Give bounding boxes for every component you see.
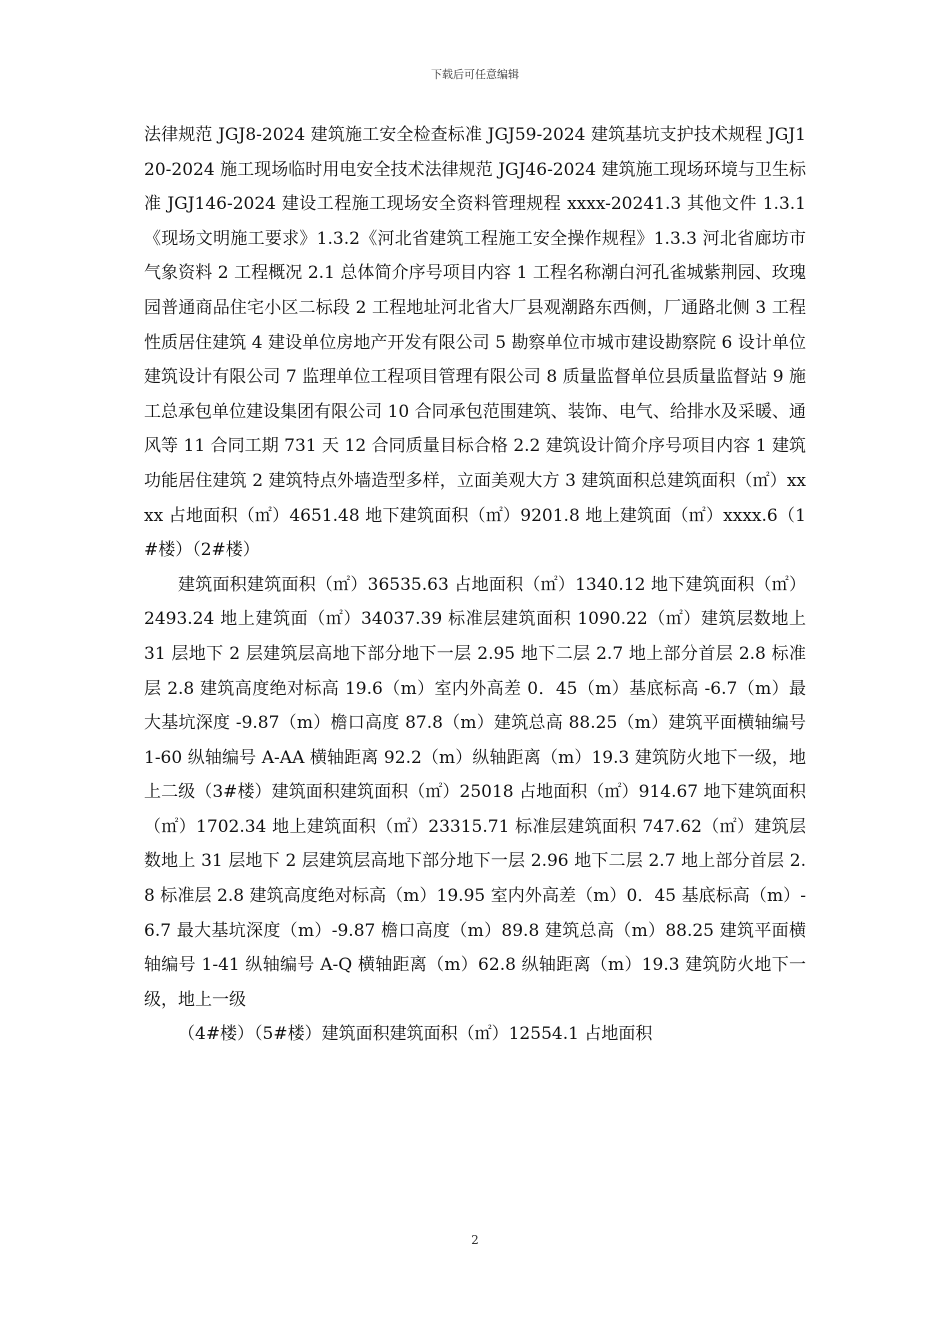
page-number: 2 (471, 1233, 479, 1247)
page-header: 下载后可任意编辑 (431, 68, 519, 81)
body-paragraph: 建筑面积建筑面积（㎡）36535.63 占地面积（㎡）1340.12 地下建筑面积（㎡）2493.24 地上建筑面（㎡）34037.39 标准层建筑面积 1090.22（㎡）建筑层数地上 31 层地下 2 层建筑层高地下部分地下一层 2.95 地下二层 2.7 地上部分首层 2.8 标准层 2.8 建筑高度绝对标高 19.6（m）室内外高差 0．45（m）基底标高 -6.7（m）最大基坑深度 -9.87（m）檐口高度 87.8（m）建筑总高 88.25（m）建筑平面横轴编号 1-60 纵轴编号 A-AA 横轴距离 92.2（m）纵轴距离（m）19.3 建筑防火地下一级，地上二级（3#楼）建筑面积建筑面积（㎡）25018 占地面积（㎡）914.67 地下建筑面积（㎡）1702.34 地上建筑面积（㎡）23315.71 标准层建筑面积 747.62（㎡）建筑层数地上 31 层地下 2 层建筑层高地下部分地下一层 2.96 地下二层 2.7 地上部分首层 2.8 标准层 2.8 建筑高度绝对标高（m）19.95 室内外高差（m）0．45 基底标高（m）-6.7 最大基坑深度（m）-9.87 檐口高度（m）89.8 建筑总高（m）88.25 建筑平面横轴编号 1-41 纵轴编号 A-Q 横轴距离（m）62.8 纵轴距离（m）19.3 建筑防火地下一级，地上一级 (144, 574, 806, 1010)
body-paragraph: （4#楼）（5#楼）建筑面积建筑面积（㎡）12554.1 占地面积 (178, 1024, 653, 1045)
body-paragraph: 法律规范 JGJ8-2024 建筑施工安全检查标准 JGJ59-2024 建筑基坑支护技术规程 JGJ120-2024 施工现场临时用电安全技术法律规范 JGJ46-2024 建筑施工现场环境与卫生标准 JGJ146-2024 建设工程施工现场安全资料管理规程 xxxx-20241.3 其他文件 1.3.1《现场文明施工要求》1.3.2《河北省建筑工程施工安全操作规程》1.3.3 河北省廊坊市气象资料 2 工程概况 2.1 总体简介序号项目内容 1 工程名称潮白河孔雀城紫荆园、玫瑰园普通商品住宅小区二标段 2 工程地址河北省大厂县观潮路东西侧，厂通路北侧 3 工程性质居住建筑 4 建设单位房地产开发有限公司 5 勘察单位市城市建设勘察院 6 设计单位建筑设计有限公司 7 监理单位工程项目管理有限公司 8 质量监督单位县质量监督站 9 施工总承包单位建设集团有限公司 10 合同承包范围建筑、装饰、电气、给排水及采暖、通风等 11 合同工期 731 天 12 合同质量目标合格 2.2 建筑设计简介序号项目内容 1 建筑功能居住建筑 2 建筑特点外墙造型多样，立面美观大方 3 建筑面积总建筑面积（㎡）xxxx 占地面积（㎡）4651.48 地下建筑面积（㎡）9201.8 地上建筑面（㎡）xxxx.6（1#楼）（2#楼） (144, 125, 806, 561)
document-body (144, 118, 806, 1052)
